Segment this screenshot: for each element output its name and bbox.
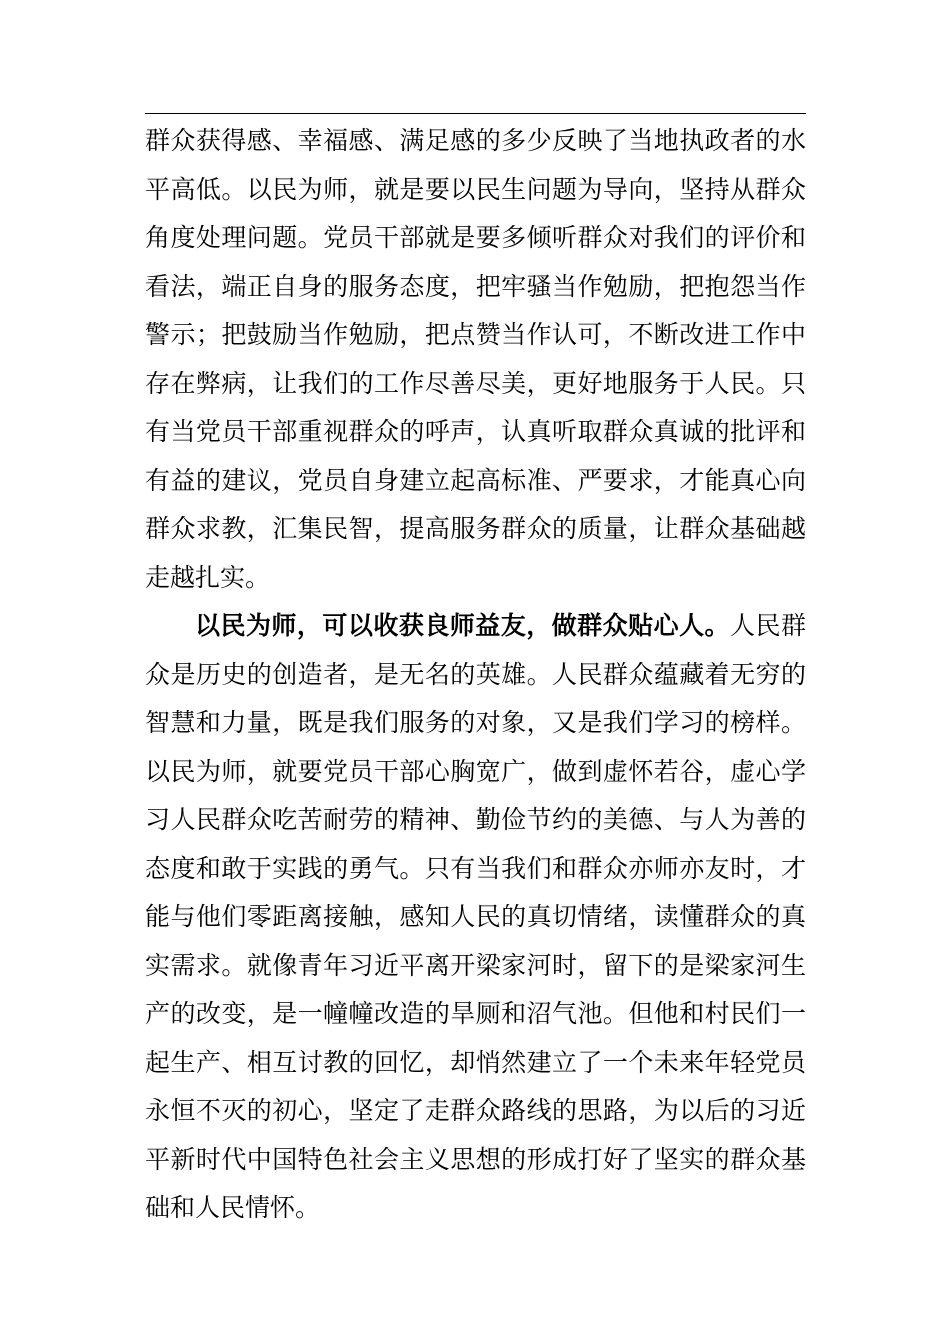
document-body xyxy=(145,117,806,1233)
paragraph-line: 以民为师，就要党员干部心胸宽广，做到虚怀若谷，虚心学 xyxy=(145,756,806,786)
paragraph-line: 起生产、相互讨教的回忆，却悄然建立了一个未来年轻党员 xyxy=(145,1047,806,1077)
paragraph-line: 群众获得感、幸福感、满足感的多少反映了当地执政者的水 xyxy=(145,126,806,155)
paragraph-line: 习人民群众吃苦耐劳的精神、勤俭节约的美德、与人为善的 xyxy=(145,805,806,834)
paragraph-line: 态度和敢于实践的勇气。只有当我们和群众亦师亦友时，才 xyxy=(145,853,806,883)
paragraph-2 xyxy=(145,602,806,1233)
paragraph-line: 能与他们零距离接触，感知人民的真切情绪，读懂群众的真 xyxy=(145,902,806,931)
paragraph-line: 角度处理问题。党员干部就是要多倾听群众对我们的评价和 xyxy=(145,223,806,252)
paragraph-line: 存在弊病，让我们的工作尽善尽美，更好地服务于人民。只 xyxy=(145,368,806,398)
header-rule xyxy=(145,113,806,114)
paragraph-line: 有益的建议，党员自身建立起高标准、严要求，才能真心向 xyxy=(145,465,806,495)
paragraph-line: 群众求教，汇集民智，提高服务群众的质量，让群众基础越 xyxy=(145,514,806,543)
paragraph-line: 平高低。以民为师，就是要以民生问题为导向，坚持从群众 xyxy=(145,174,806,204)
paragraph-line: 众是历史的创造者，是无名的英雄。人民群众蕴藏着无穷的 xyxy=(145,659,806,689)
paragraph-line: 平新时代中国特色社会主义思想的形成打好了坚实的群众基 xyxy=(145,1144,806,1174)
paragraph-first-line xyxy=(145,602,806,651)
paragraph-line: 走越扎实。 xyxy=(145,562,271,592)
paragraph-1 xyxy=(145,117,806,602)
paragraph-line: 智慧和力量，既是我们服务的对象，又是我们学习的榜样。 xyxy=(145,708,806,737)
paragraph-line: 有当党员干部重视群众的呼声，认真听取群众真诚的批评和 xyxy=(145,417,806,446)
paragraph-line: 产的改变，是一幢幢改造的旱厕和沼气池。但他和村民们一 xyxy=(145,999,806,1028)
paragraph-line: 础和人民情怀。 xyxy=(145,1193,321,1222)
paragraph-first-line-rest: 人民群 xyxy=(730,611,806,640)
paragraph-line: 永恒不灭的初心，坚定了走群众路线的思路，为以后的习近 xyxy=(145,1096,806,1125)
paragraph-line: 警示；把鼓励当作勉励，把点赞当作认可，不断改进工作中 xyxy=(145,320,806,349)
paragraph-line: 看法，端正自身的服务态度，把牢骚当作勉励，把抱怨当作 xyxy=(145,271,806,301)
paragraph-line: 实需求。就像青年习近平离开梁家河时，留下的是梁家河生 xyxy=(145,950,806,980)
paragraph-lead-sentence: 以民为师，可以收获良师益友，做群众贴心人。 xyxy=(195,611,731,640)
